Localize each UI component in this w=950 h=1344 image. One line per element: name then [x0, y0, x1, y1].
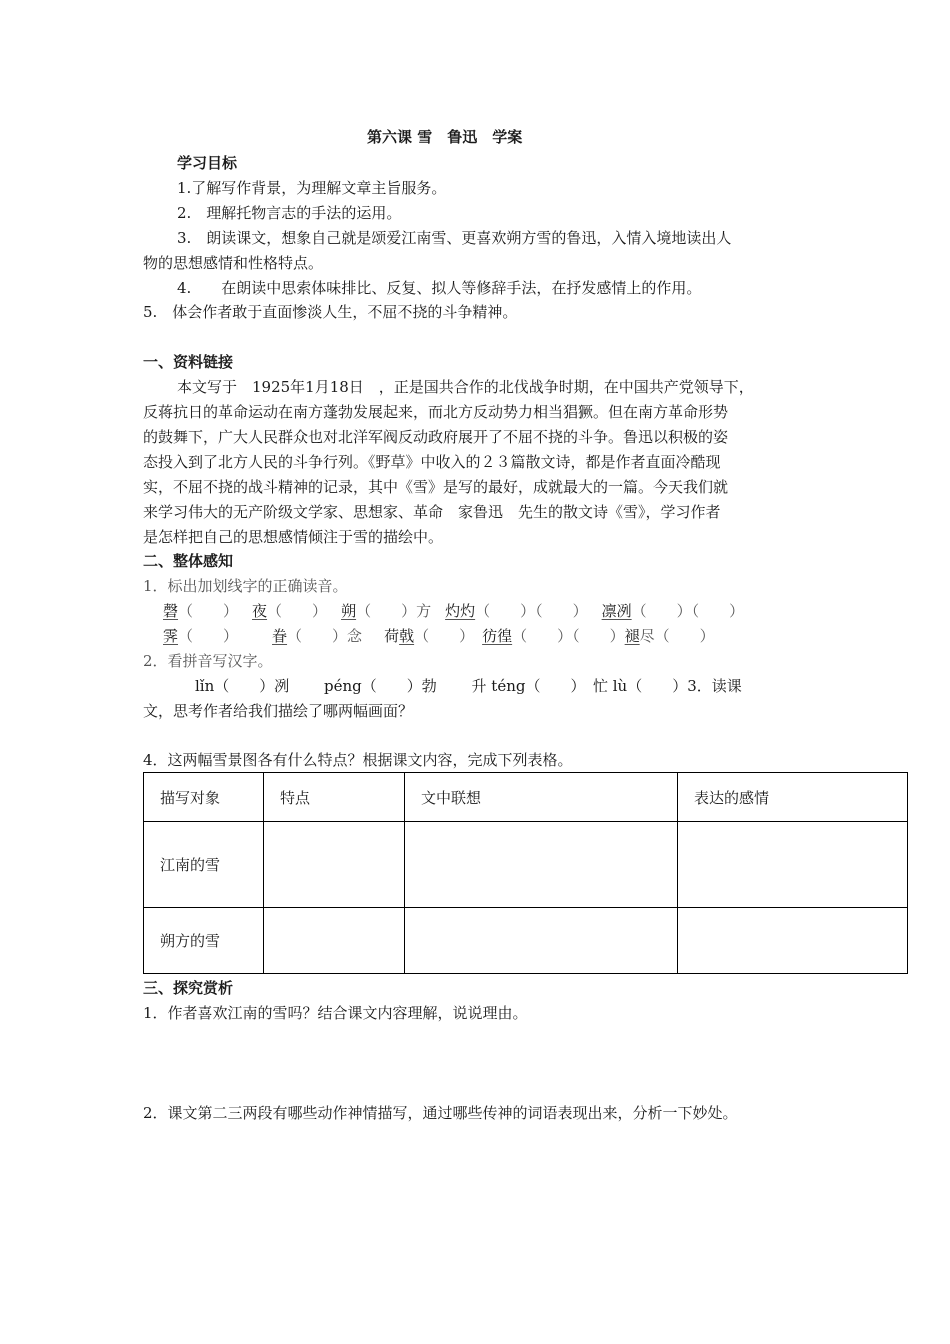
- background-paragraph-line: 本文写于 1925年1月18日 ，正是国共合作的北伐战争时期，在中国共产党领导下，: [177, 378, 754, 396]
- pronunciation-row-2: [143, 626, 715, 646]
- table-header-cell: 表达的感情: [678, 773, 908, 822]
- answer-blank[interactable]: （ ）（ ）: [475, 602, 588, 620]
- pronunciation-row-1: [143, 601, 744, 621]
- answer-blank[interactable]: （ ）方: [356, 602, 432, 620]
- answer-blank[interactable]: 尽（ ）: [639, 627, 715, 645]
- underlined-char: 眷: [272, 627, 288, 645]
- section3-heading: 三、探究赏析: [143, 979, 234, 997]
- snow-comparison-table: [143, 772, 908, 974]
- question-analysis-1: 1．作者喜欢江南的雪吗？结合课文内容理解，说说理由。: [143, 1004, 528, 1022]
- table-cell: 朔方的雪: [144, 908, 264, 974]
- table-cell[interactable]: [264, 908, 405, 974]
- question-pronunciation: 1．标出加划线字的正确读音。: [143, 577, 348, 595]
- background-paragraph-line: 态投入到了北方人民的斗争行列。《野草》中收入的２３篇散文诗，都是作者直面冷酷现: [143, 453, 721, 471]
- table-header-cell: 描写对象: [144, 773, 264, 822]
- question-analysis-2: 2．课文第二三两段有哪些动作神情描写，通过哪些传神的词语表现出来，分析一下妙处。: [143, 1104, 738, 1122]
- underlined-char: 戟: [399, 627, 415, 645]
- background-paragraph-line: 反蒋抗日的革命运动在南方蓬勃发展起来，而北方反动势力相当猖獗。但在南方革命形势: [143, 403, 729, 421]
- page-title: 第六课 雪 鲁迅 学案: [367, 128, 523, 146]
- underlined-char: 朔: [341, 602, 357, 620]
- answer-blank[interactable]: （ ）念: [287, 627, 363, 645]
- section2-heading: 二、整体感知: [143, 552, 234, 570]
- table-cell[interactable]: [405, 908, 678, 974]
- background-paragraph-line: 的鼓舞下，广大人民群众也对北洋军阀反动政府展开了不屈不挠的斗争。鲁迅以积极的姿: [143, 428, 729, 446]
- table-cell[interactable]: [405, 822, 678, 908]
- underlined-word: 凛冽: [601, 602, 632, 620]
- table-cell[interactable]: [678, 822, 908, 908]
- question-scenes: 文，思考作者给我们描绘了哪两幅画面？: [143, 702, 414, 720]
- underlined-char: 磬: [163, 602, 179, 620]
- background-paragraph-line: 来学习伟大的无产阶级文学家、思想家、革命 家鲁迅 先生的散文诗《雪》，学习作者: [143, 503, 721, 521]
- plain-char: 荷: [384, 627, 400, 645]
- objectives-heading: 学习目标: [177, 154, 238, 172]
- objective-item: 5. 体会作者敢于直面惨淡人生，不屈不挠的斗争精神。: [143, 303, 518, 321]
- answer-blank[interactable]: （ ）: [178, 602, 239, 620]
- table-cell[interactable]: [264, 822, 405, 908]
- answer-blank[interactable]: （ ）（ ）: [512, 627, 625, 645]
- answer-blank[interactable]: （ ）: [267, 602, 328, 620]
- underlined-char: 褪: [624, 627, 640, 645]
- objective-item: 2. 理解托物言志的手法的运用。: [177, 204, 402, 222]
- table-cell[interactable]: [678, 908, 908, 974]
- objective-item: 1.了解写作背景，为理解文章主旨服务。: [177, 179, 447, 197]
- objective-item: 3. 朗读课文，想象自己就是颂爱江南雪、更喜欢朔方雪的鲁迅，入情入境地读出人: [177, 229, 732, 247]
- objective-item: 4. 在朗读中思索体味排比、反复、拟人等修辞手法，在抒发感情上的作用。: [177, 279, 702, 297]
- section1-heading: 一、资料链接: [143, 353, 234, 371]
- underlined-char: 霁: [163, 627, 179, 645]
- question-pinyin: 2．看拼音写汉字。: [143, 652, 273, 670]
- table-header-row: [144, 773, 908, 822]
- table-cell: 江南的雪: [144, 822, 264, 908]
- background-paragraph-line: 实，不屈不挠的战斗精神的记录，其中《雪》是写的最好，成就最大的一篇。今天我们就: [143, 478, 729, 496]
- table-row: [144, 822, 908, 908]
- table-header-cell: 特点: [264, 773, 405, 822]
- objective-item: 物的思想感情和性格特点。: [143, 254, 324, 272]
- answer-blank[interactable]: （ ）: [414, 627, 475, 645]
- underlined-word: 灼灼: [445, 602, 476, 620]
- table-row: [144, 908, 908, 974]
- background-paragraph-line: 是怎样把自己的思想感情倾注于雪的描绘中。: [143, 528, 444, 546]
- underlined-word: 彷徨: [482, 627, 513, 645]
- answer-blank[interactable]: （ ）: [178, 627, 239, 645]
- table-header-cell: 文中联想: [405, 773, 678, 822]
- underlined-char: 夜: [252, 602, 268, 620]
- pinyin-line: lǐn（ ）冽 péng（ ）勃 升 téng（ ） 忙 lù（ ）3．读课: [195, 677, 742, 695]
- answer-blank[interactable]: （ ）（ ）: [631, 602, 745, 620]
- question-table: 4．这两幅雪景图各有什么特点？根据课文内容，完成下列表格。: [143, 751, 573, 769]
